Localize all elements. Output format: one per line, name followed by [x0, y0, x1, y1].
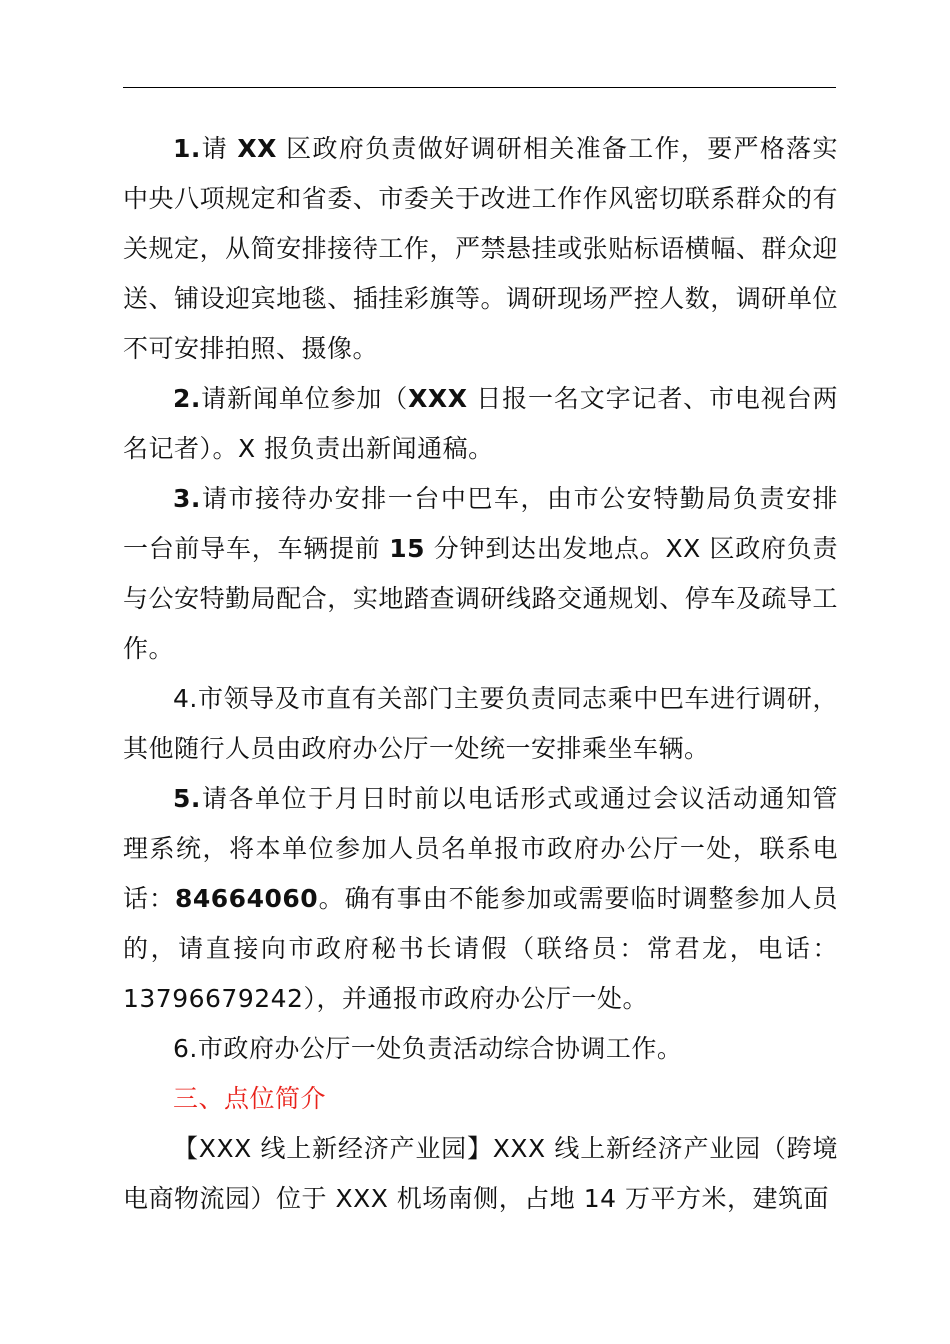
item-3-number: 3.: [173, 484, 201, 513]
header-rule: [123, 87, 836, 88]
item-1-number: 1.: [173, 134, 201, 163]
item-2-number: 2.: [173, 384, 201, 413]
item-3-text-a: 请市接待办安排一台中巴车，由市公安特勤局负责安排一台前导车，车辆提前: [123, 484, 838, 563]
item-3-bold: 15: [389, 534, 426, 563]
item-1-text-a: 请: [200, 134, 238, 163]
item-3-paragraph: [123, 474, 838, 674]
intro-paragraph: 【XXX 线上新经济产业园】XXX 线上新经济产业园（跨境电商物流园）位于 XXX 机场南侧，占地 14 万平方米，建筑面: [123, 1134, 838, 1213]
item-6-paragraph: 6.市政府办公厅一处负责活动综合协调工作。: [173, 1034, 683, 1063]
item-1-text-b: 区政府负责做好调研相关准备工作，要严格落实中央八项规定和省委、市委关于改进工作作风密切联系群众的有关规定，从简安排接待工作，严禁悬挂或张贴标语横幅、群众迎送、铺设迎宾地毯、插挂彩旗等。调研现场严控人数，调研单位不可安排拍照、摄像。: [123, 134, 838, 363]
item-5-text-a: 请各单位于月日时前以电话形式或通过会议活动通知管理系统，将本单位参加人员名单报市政府办公厅一处，联系电话：: [123, 784, 838, 913]
item-2-bold: XXX: [408, 384, 468, 413]
section-heading: 三、点位简介: [173, 1084, 327, 1113]
item-5-number: 5.: [173, 784, 201, 813]
item-5-phone: 84664060: [174, 884, 319, 913]
document-body: [123, 124, 838, 1224]
item-4-paragraph: 4.市领导及市直有关部门主要负责同志乘中巴车进行调研，其他随行人员由政府办公厅一处统一安排乘坐车辆。: [123, 684, 838, 763]
item-1-paragraph: [123, 124, 838, 374]
item-1-bold: XX: [237, 134, 277, 163]
item-5-paragraph: [123, 774, 838, 1024]
item-2-paragraph: [123, 374, 838, 474]
item-5-text-b: 。确有事由不能参加或需要临时调整参加人员的，请直接向市政府秘书长请假（联络员：常君龙，电话：13796679242），并通报市政府办公厅一处。: [123, 884, 838, 1013]
item-3-text-b: 分钟到达出发地点。XX 区政府负责与公安特勤局配合，实地踏查调研线路交通规划、停车及疏导工作。: [123, 534, 838, 663]
item-2-text-b: 日报一名文字记者、市电视台两名记者）。X 报负责出新闻通稿。: [123, 384, 838, 463]
item-2-text-a: 请新闻单位参加（: [200, 384, 409, 413]
